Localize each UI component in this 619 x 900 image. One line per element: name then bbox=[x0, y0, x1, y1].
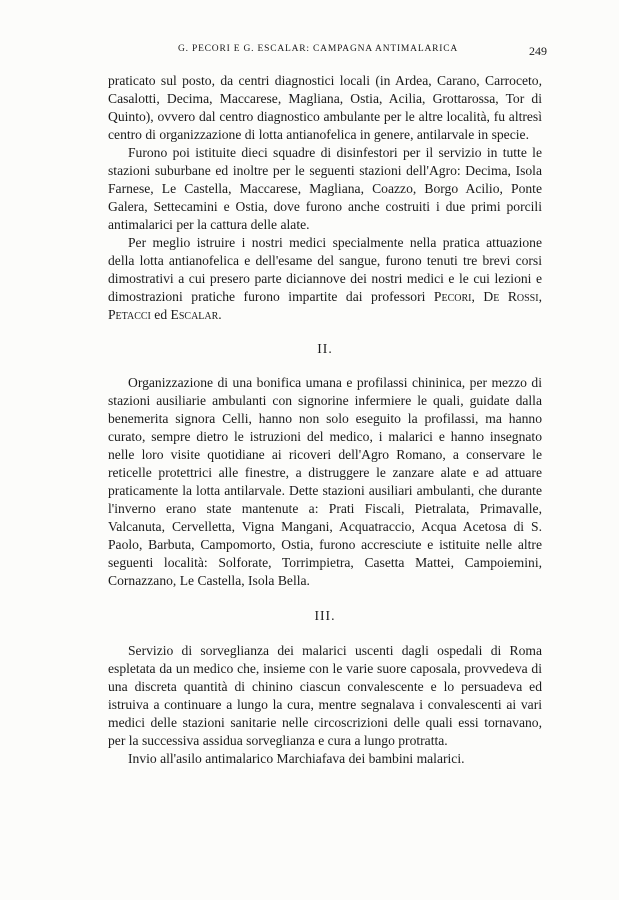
paragraph-courses bbox=[108, 234, 542, 324]
sentence-end: . bbox=[218, 307, 222, 322]
name-separator: , bbox=[538, 289, 542, 304]
section-heading-iii: III. bbox=[314, 608, 336, 623]
running-head: G. PECORI E G. ESCALAR: CAMPAGNA ANTIMALARICA bbox=[177, 44, 459, 54]
paragraph-disinfestors: Furono poi istituite dieci squadre di disinfestori per il servizio in tutte le stazioni suburbane ed inoltre per le seguenti stazioni dell'Agro: Decima, Isola Farnese, Le Castella, Maccarese, Magliana, Coazzo, Borgo Acilio, Ponte Galera, Settecamini e Ostia, dove furono anche costruiti i due primi porcili antimalarici per la cattura delle alate. bbox=[108, 145, 542, 232]
paragraph-courses-text: Per meglio istruire i nostri medici specialmente nella pratica attuazione della lotta antianofelica e dell'esame del sangue, furono tenuti tre brevi corsi dimostrativi a cui presero parte diciannove dei nostri medici e le cui lezioni e dimostrazioni pratiche furono impartite dai professori bbox=[108, 235, 542, 304]
name-conjunction: ed bbox=[154, 307, 168, 322]
professor-name: De Rossi bbox=[483, 289, 539, 304]
paragraph-continuation: praticato sul posto, da centri diagnostici locali (in Ardea, Carano, Carroceto, Casalotti, Decima, Maccarese, Magliana, Ostia, Acilia, Grottarossa, Tor di Quinto), ovvero dal centro diagnostico ambulante per le altre località, fu altresì centro di organizzazione di lotta antianofelica in genere, antilarvale in specie. bbox=[108, 73, 542, 142]
professor-name: Pecori bbox=[433, 289, 472, 304]
paragraph-asylum: Invio all'asilo antimalarico Marchiafava dei bambini malarici. bbox=[128, 751, 465, 766]
page-number: 249 bbox=[529, 44, 547, 58]
name-separator: , bbox=[471, 289, 475, 304]
body-text bbox=[108, 72, 542, 768]
section-heading-ii: II. bbox=[317, 341, 333, 356]
professor-name: Petacci bbox=[108, 307, 151, 322]
professor-name: Escalar bbox=[170, 307, 219, 322]
paragraph-surveillance: Servizio di sorveglianza dei malarici uscenti dagli ospedali di Roma espletata da un medico che, insieme con le varie suore caposala, provvedeva di una discreta quantità di chinino ciascun convalescente e lo persuadeva ed istruiva a continuare a lungo la cura, mentre segnalava i convalescenti ai vari medici delle stazioni sanitarie nelle circoscrizioni delle quali essi tornavano, per la successiva assidua sorveglianza e cura a lungo protratta. bbox=[108, 643, 542, 748]
paragraph-human-reclamation: Organizzazione di una bonifica umana e profilassi chininica, per mezzo di stazioni ausiliarie ambulanti con signorine infermiere le quali, guidate dalla benemerita signora Celli, hanno non solo eseguito la profilassi, ma hanno curato, sempre dietro le istruzioni del medico, i malarici e hanno insegnato nelle loro visite quotidiane ai ricoveri dell'Agro Romano, a conservare le reticelle protettrici alle finestre, a distruggere le zanzare alate e ad attuare praticamente la lotta antilarvale. Dette stazioni ausiliari ambulanti, che durante l'inverno erano state mantenute a: Prati Fiscali, Pietralata, Primavalle, Valcanuta, Cervelletta, Vigna Mangani, Acquatraccio, Acqua Acetosa di S. Paolo, Barbuta, Campomorto, Ostia, furono accresciute e istituite nelle altre seguenti località: Solforate, Torrimpietra, Casetta Mattei, Campoiemini, Cornazzano, Le Castella, Isola Bella. bbox=[108, 375, 542, 588]
